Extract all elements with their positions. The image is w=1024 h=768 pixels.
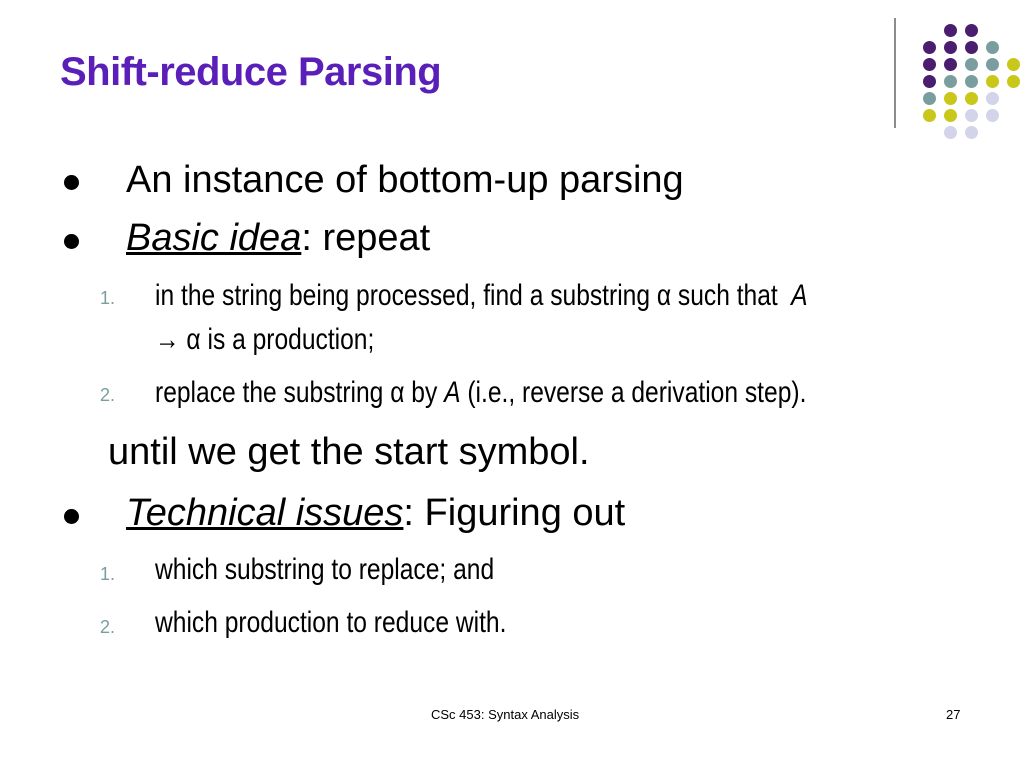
decorative-dot (965, 126, 978, 139)
bullet-dot (64, 175, 79, 190)
sub-b-item-1: which substring to replace; and (155, 553, 495, 586)
decorative-dot (965, 75, 978, 88)
sub-a-item-2-var: A (444, 376, 461, 409)
decorative-dot (944, 92, 957, 105)
decorative-dot (965, 92, 978, 105)
decorative-dot (923, 41, 936, 54)
decorative-dot (944, 41, 957, 54)
decorative-dot (1007, 75, 1020, 88)
decorative-dot (965, 109, 978, 122)
bullet-3-emphasis: Technical issues (126, 492, 404, 534)
bullet-2-rest: : repeat (301, 217, 431, 259)
decorative-dot (986, 92, 999, 105)
decorative-dot (965, 41, 978, 54)
sub-a-item-2 (155, 371, 806, 415)
footer-course: CSc 453: Syntax Analysis (431, 707, 580, 722)
sub-a-item-2-post: (i.e., reverse a derivation step). (460, 376, 807, 409)
decorative-dot (986, 58, 999, 71)
sub-b-item-2: which production to reduce with. (155, 606, 507, 639)
decorative-dot (944, 126, 957, 139)
decorative-dot (986, 109, 999, 122)
decorative-dot (923, 92, 936, 105)
decorative-dot (965, 58, 978, 71)
bullet-3-rest: : Figuring out (403, 492, 626, 534)
title-divider (894, 18, 896, 128)
sub-b-number-2: 2. (100, 617, 116, 637)
until-line: until we get the start symbol. (108, 431, 590, 473)
decorative-dot (944, 58, 957, 71)
sub-a-item-2-text: replace the substring α by (155, 376, 445, 409)
bullet-2-text (126, 216, 430, 260)
decorative-dot (944, 24, 957, 37)
bullet-1-text: An instance of bottom-up parsing (126, 159, 684, 201)
footer-page-number: 27 (946, 707, 961, 722)
sub-a-item-1-line-1 (155, 274, 808, 318)
sub-a-number-1: 1. (100, 288, 116, 308)
decorative-dot (1007, 58, 1020, 71)
slide-title: Shift-reduce Parsing (60, 50, 442, 94)
decorative-dot (986, 75, 999, 88)
decorative-dot (965, 24, 978, 37)
bullet-3-text (126, 491, 625, 535)
decorative-dot (944, 109, 957, 122)
sub-a-item-1-var: A (791, 279, 808, 312)
decorative-dot (923, 58, 936, 71)
decorative-dot (923, 109, 936, 122)
sub-a-item-1-text: in the string being processed, find a substring α such that (155, 279, 785, 312)
bullet-2-emphasis: Basic idea (126, 217, 302, 259)
bullet-dot (64, 509, 79, 524)
decorative-dot (923, 75, 936, 88)
decorative-dot (986, 41, 999, 54)
sub-a-number-2: 2. (100, 385, 116, 405)
decorative-dot (944, 75, 957, 88)
sub-b-number-1: 1. (100, 564, 116, 584)
sub-a-item-1-line-2: → α is a production; (155, 323, 375, 356)
bullet-dot (64, 234, 79, 249)
